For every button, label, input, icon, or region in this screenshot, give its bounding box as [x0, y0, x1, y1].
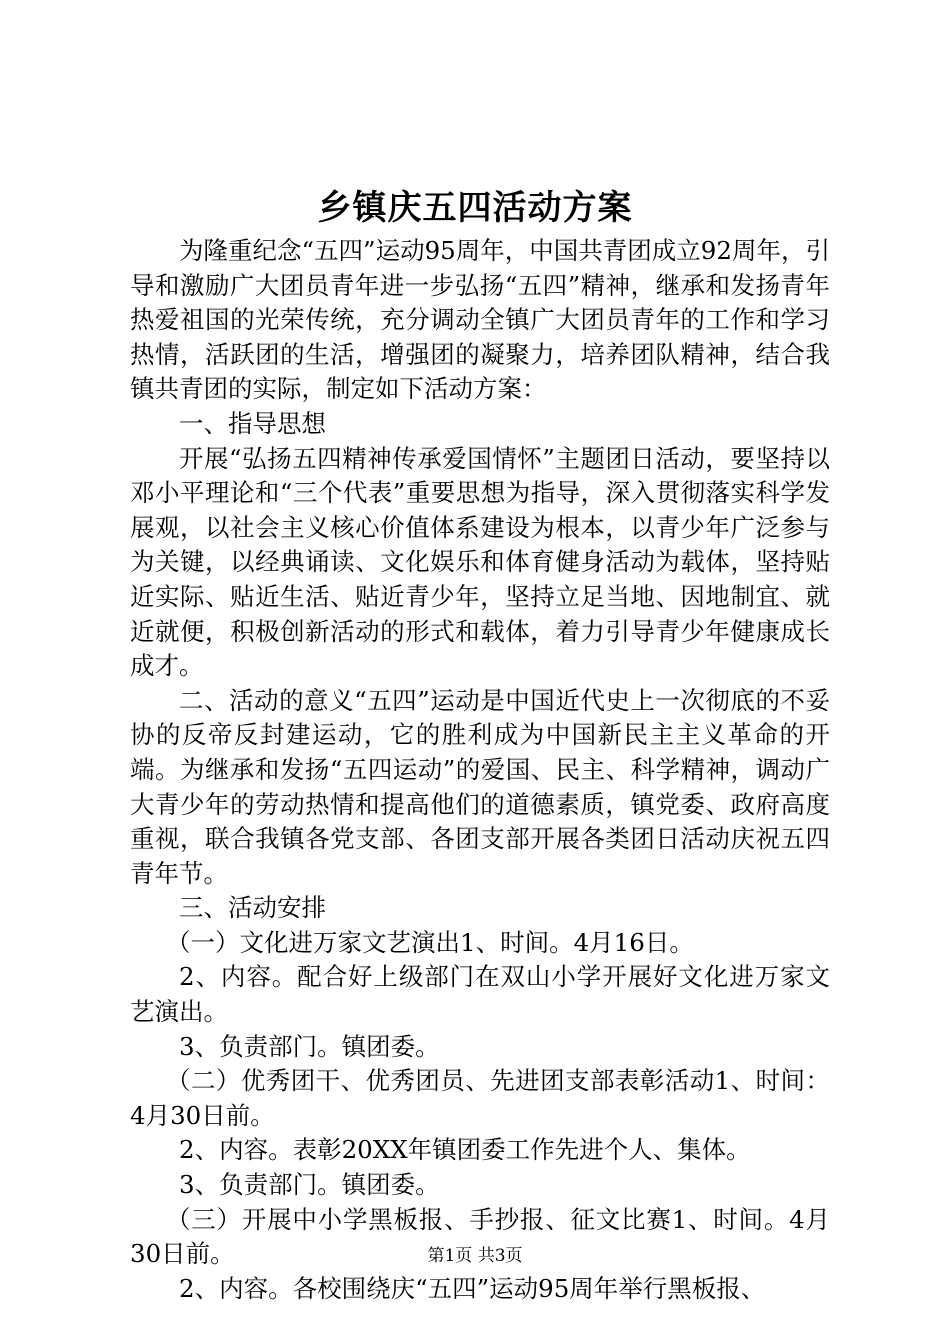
- section-heading-guiding: 一、指导思想: [179, 408, 326, 438]
- paragraph-intro: 为隆重纪念“五四”运动95周年，中国共青团成立92周年，引导和激励广大团员青年进一步弘扬“五四”精神，继承和发扬青年热爱祖国的光荣传统，充分调动全镇广大团员青年的工作和学习热情，活跃团的生活，增强团的凝聚力，培养团队精神，结合我镇共青团的实际，制定如下活动方案：: [130, 236, 830, 404]
- section-heading-arrangement: 三、活动安排: [179, 893, 326, 923]
- item-heading-1: （一）文化进万家文艺演出1、时间。4月16日。: [166, 927, 694, 957]
- item-heading-3: （三）开展中小学黑板报、手抄报、征文比赛1、时间。4月30日前。: [130, 1204, 830, 1269]
- item-dept-2: 3、负责部门。镇团委。: [179, 1170, 440, 1200]
- page-footer: 第1页 共3页: [427, 1246, 523, 1266]
- document-title: 乡镇庆五四活动方案: [317, 188, 633, 228]
- item-content-1: 2、内容。配合好上级部门在双山小学开展好文化进万家文艺演出。: [130, 962, 830, 1027]
- paragraph-significance: 二、活动的意义“五四”运动是中国近代史上一次彻底的不妥协的反帝反封建运动，它的胜利成为中国新民主主义革命的开端。为继承和发扬“五四运动”的爱国、民主、科学精神，调动广大青少年的劳动热情和提高他们的道德素质，镇党委、政府高度重视，联合我镇各党支部、各团支部开展各类团日活动庆祝五四青年节。: [130, 685, 830, 888]
- item-dept-1: 3、负责部门。镇团委。: [179, 1031, 440, 1061]
- document-body: [130, 234, 830, 1306]
- item-content-2: 2、内容。表彰20XX年镇团委工作先进个人、集体。: [179, 1135, 751, 1165]
- item-heading-2: （二）优秀团干、优秀团员、先进团支部表彰活动1、时间：4月30日前。: [130, 1066, 830, 1130]
- paragraph-guiding: 开展“弘扬五四精神传承爱国情怀”主题团日活动，要坚持以邓小平理论和“三个代表”重要思想为指导，深入贯彻落实科学发展观，以社会主义核心价值体系建设为根本，以青少年广泛参与为关键，以经典诵读、文化娱乐和体育健身活动为载体，坚持贴近实际、贴近生活、贴近青少年，坚持立足当地、因地制宜、就近就便，积极创新活动的形式和载体，着力引导青少年健康成长成才。: [130, 443, 830, 681]
- item-content-3: 2、内容。各校围绕庆“五四”运动95周年举行黑板报、: [179, 1273, 766, 1303]
